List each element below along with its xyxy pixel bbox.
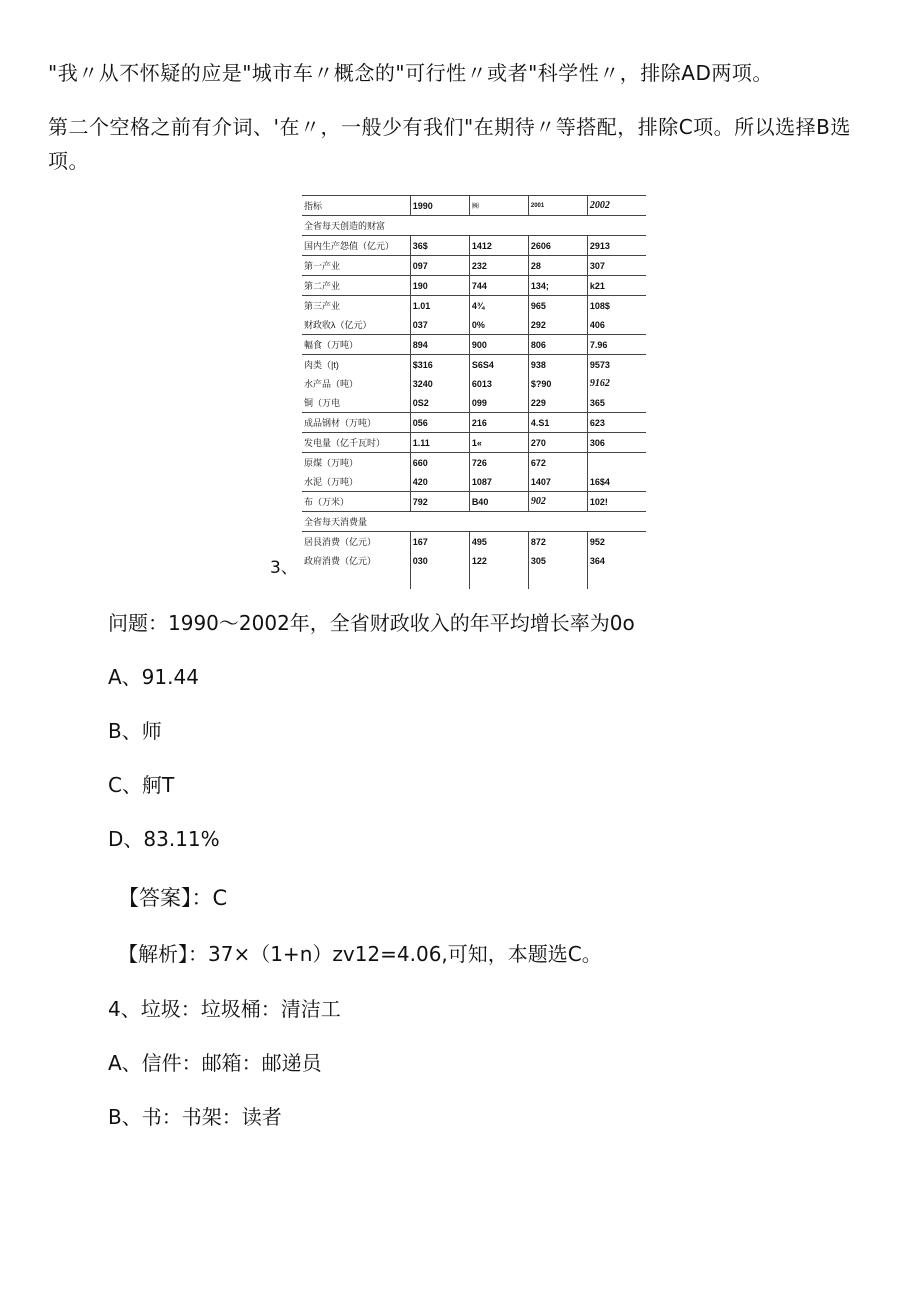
table-cell: 4.S1 — [528, 413, 587, 433]
table-cell — [410, 570, 469, 589]
table-cell: 099 — [469, 393, 528, 413]
table-cell: 居艮消费（亿元） — [304, 537, 377, 547]
table-cell: 1407 — [528, 472, 587, 492]
table-cell: 037 — [410, 315, 469, 335]
option-a: A、信件：邮箱：邮递员 — [108, 1051, 322, 1075]
table-section-row — [302, 216, 646, 236]
table-row — [302, 315, 646, 335]
question-text: 问题：1990～2002年，全省财政收入的年平均增长率为0o — [108, 611, 635, 635]
question-number: 3、 — [270, 558, 298, 578]
table-cell: 1412 — [469, 236, 528, 256]
table-row — [302, 335, 646, 355]
table-cell: 420 — [410, 472, 469, 492]
table-cell: 原煤（万吨） — [304, 458, 359, 468]
table-cell: S6S4 — [469, 355, 528, 375]
table-cell: 1990 — [410, 196, 469, 216]
table-row — [302, 256, 646, 276]
table-cell: 792 — [410, 492, 469, 512]
table-cell: $316 — [410, 355, 469, 375]
table-cell: 2606 — [528, 236, 587, 256]
table-cell: 292 — [528, 315, 587, 335]
table-cell: 发电量（亿千瓦时） — [304, 438, 386, 448]
table-cell: 900 — [469, 335, 528, 355]
table-cell — [528, 570, 587, 589]
table-cell: 806 — [528, 335, 587, 355]
table-cell: 9573 — [587, 355, 646, 375]
table-cell: 097 — [410, 256, 469, 276]
table-row — [302, 355, 646, 375]
answer-label: 【答案】：C — [118, 886, 228, 910]
table-cell: 财政收λ（亿元） — [304, 320, 372, 330]
table-cell: 744 — [469, 276, 528, 296]
option-c: C、舸T — [108, 773, 175, 797]
table-cell: 輻食（万吨） — [304, 340, 359, 350]
table-row — [302, 453, 646, 473]
table-cell: 4¾ — [469, 296, 528, 316]
option-a: A、91.44 — [108, 665, 199, 689]
table-cell: 9162 — [587, 374, 646, 393]
table-cell: 364 — [587, 551, 646, 570]
table-cell: 307 — [587, 256, 646, 276]
table-cell: 216 — [469, 413, 528, 433]
table-cell: 306 — [587, 433, 646, 453]
table-row — [302, 393, 646, 413]
table-cell: 965 — [528, 296, 587, 316]
table-cell — [302, 570, 410, 589]
table-cell: 国内生产怨值（亿元） — [304, 241, 395, 251]
table-cell: 108$ — [587, 296, 646, 316]
table-cell: 232 — [469, 256, 528, 276]
table-cell: 122 — [469, 551, 528, 570]
table-cell: 190 — [410, 276, 469, 296]
table-row — [302, 276, 646, 296]
table-cell: 1087 — [469, 472, 528, 492]
table-row — [302, 570, 646, 589]
option-b: B、师 — [108, 719, 162, 743]
table-cell: 030 — [410, 551, 469, 570]
table-cell — [587, 453, 646, 473]
table-cell: 2002 — [587, 196, 646, 216]
table-cell: 056 — [410, 413, 469, 433]
table-cell: 第三产业 — [304, 301, 341, 311]
table-cell: B40 — [469, 492, 528, 512]
table-cell: 2913 — [587, 236, 646, 256]
table-cell: 894 — [410, 335, 469, 355]
table-cell: 270 — [528, 433, 587, 453]
table-cell: 406 — [587, 315, 646, 335]
table-cell — [587, 570, 646, 589]
table-cell: 872 — [528, 532, 587, 552]
table-cell: 布（万米） — [304, 497, 350, 507]
question-text: 4、垃圾：垃圾桶：清洁工 — [108, 997, 341, 1021]
table-header-row — [302, 196, 646, 216]
table-cell: 134; — [528, 276, 587, 296]
table-row — [302, 374, 646, 393]
table-cell: 2001 — [528, 196, 587, 216]
table-cell: 623 — [587, 413, 646, 433]
table-cell: 第二产业 — [304, 281, 341, 291]
paragraph-explanation-2: 第二个空格之前有介词、'在〃，一般少有我们"在期待〃等搭配，排除C项。所以选择B选项。 — [48, 115, 851, 173]
table-cell: 102! — [587, 492, 646, 512]
table-cell: 6013 — [469, 374, 528, 393]
table-cell: 3240 — [410, 374, 469, 393]
table-row — [302, 492, 646, 512]
table-cell: 第一产业 — [304, 261, 341, 271]
table-cell: k21 — [587, 276, 646, 296]
table-row — [302, 551, 646, 570]
paragraph-explanation-1: "我〃从不怀疑的应是"城市车〃概念的"可行性〃或者"科学性〃，排除AD两项。 — [48, 61, 773, 85]
table-section-title: 全省每天创造的财富 — [304, 221, 386, 231]
table-section-row — [302, 512, 646, 532]
table-row — [302, 433, 646, 453]
table-cell: ㈱ — [469, 196, 528, 216]
table-cell: 229 — [528, 393, 587, 413]
table-cell: 水泥（万吨） — [304, 477, 359, 487]
table-cell — [469, 570, 528, 589]
analysis-text: 【解析】：37×（1+n）zv12=4.06,可知，本题选C。 — [118, 942, 602, 966]
table-cell: 1.11 — [410, 433, 469, 453]
statistics-table — [302, 195, 646, 589]
table-cell: 0S2 — [410, 393, 469, 413]
table-section-title: 全省每天消费量 — [304, 517, 368, 527]
option-d: D、83.11% — [108, 827, 220, 851]
table-cell: 7.96 — [587, 335, 646, 355]
table-cell: 672 — [528, 453, 587, 473]
table-cell: 495 — [469, 532, 528, 552]
table-cell: 305 — [528, 551, 587, 570]
table-cell: 726 — [469, 453, 528, 473]
table-cell: 36$ — [410, 236, 469, 256]
table-cell: 28 — [528, 256, 587, 276]
table-cell: 1« — [469, 433, 528, 453]
table-cell: 铜（万电 — [304, 398, 341, 408]
table-cell: 902 — [528, 492, 587, 512]
table-cell: 0% — [469, 315, 528, 335]
table-cell: 指标 — [304, 201, 323, 211]
table-row — [302, 472, 646, 492]
table-cell: 167 — [410, 532, 469, 552]
table-row — [302, 236, 646, 256]
table-cell: 成品钢材（万吨） — [304, 418, 377, 428]
table-row — [302, 413, 646, 433]
table-cell: 1.01 — [410, 296, 469, 316]
table-cell: $?90 — [528, 374, 587, 393]
table-row — [302, 532, 646, 552]
table-cell: 952 — [587, 532, 646, 552]
table-cell: 16$4 — [587, 472, 646, 492]
option-b: B、书：书架：读者 — [108, 1105, 282, 1129]
table-cell: 水产品（吨） — [304, 379, 359, 389]
table-cell: 660 — [410, 453, 469, 473]
table-cell: 政府消费（亿元） — [304, 556, 377, 566]
table-cell: 肉类（|t) — [304, 360, 339, 370]
table-row — [302, 296, 646, 316]
table-cell: 938 — [528, 355, 587, 375]
table-cell: 365 — [587, 393, 646, 413]
